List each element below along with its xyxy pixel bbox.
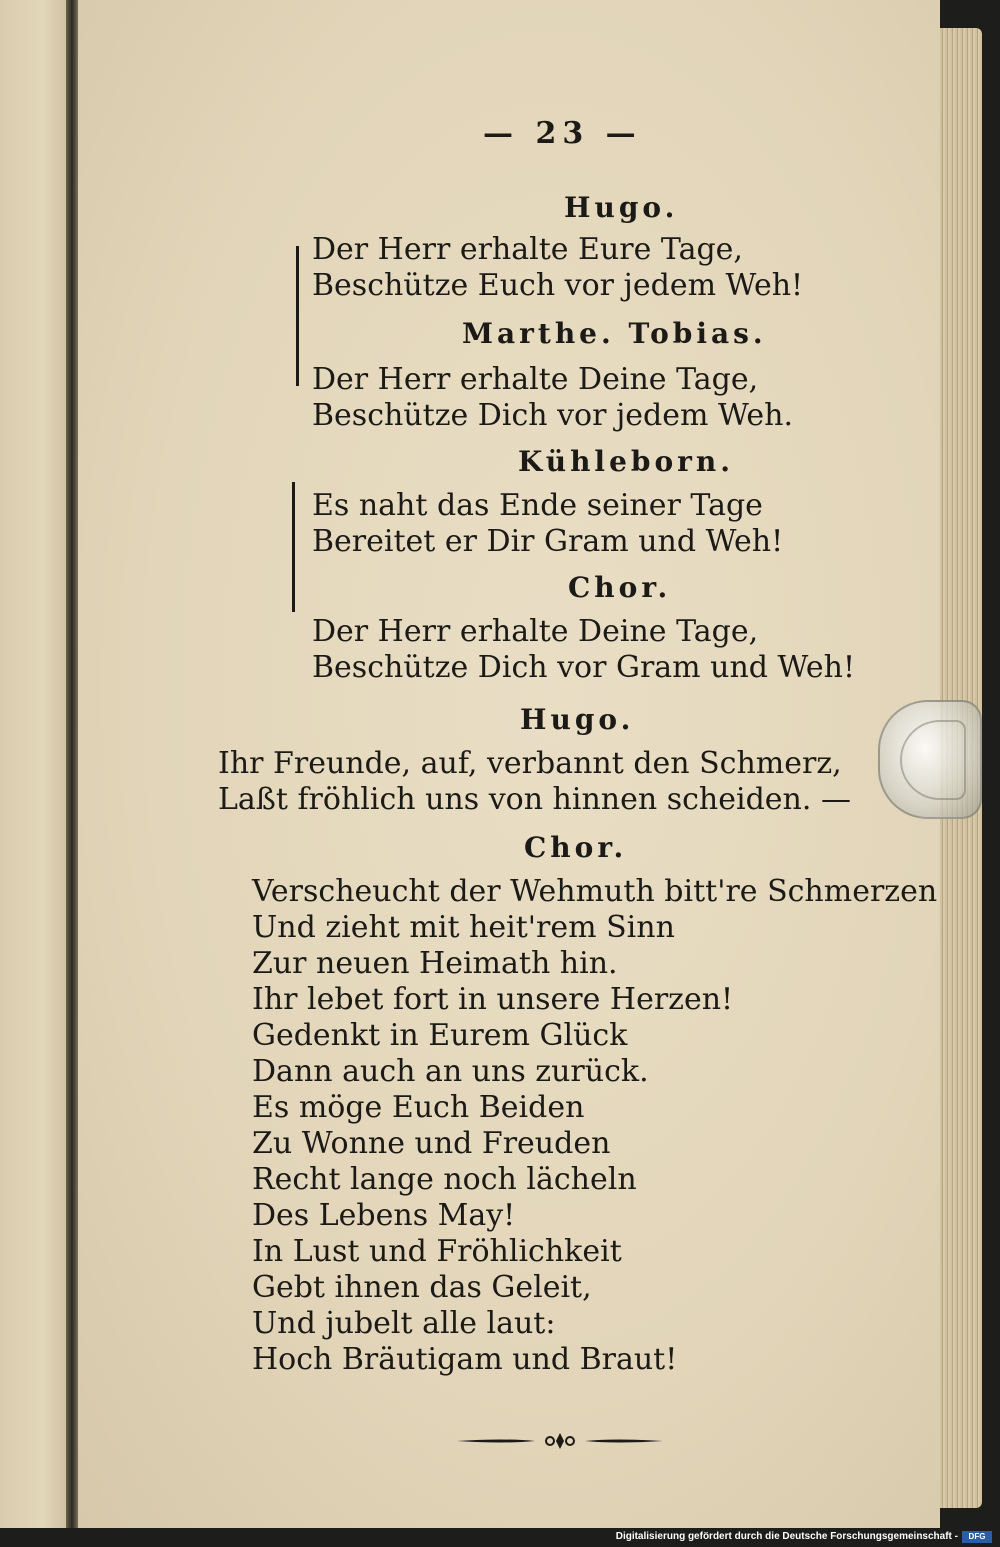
speaker-chor: Chor. bbox=[524, 831, 628, 864]
verse-line: Des Lebens May! bbox=[252, 1198, 516, 1233]
page-clip bbox=[878, 700, 982, 819]
book-gutter bbox=[66, 0, 78, 1528]
verse-line: Der Herr erhalte Eure Tage, bbox=[312, 232, 743, 267]
verse-line: Zu Wonne und Freuden bbox=[252, 1126, 611, 1161]
dfg-logo: DFG bbox=[962, 1531, 992, 1543]
verse-line: In Lust und Fröhlichkeit bbox=[252, 1234, 622, 1269]
page-number: — 23 — bbox=[483, 116, 642, 151]
verse-line: Laßt fröhlich uns von hinnen scheiden. — bbox=[218, 782, 851, 817]
verse-line: Und jubelt alle laut: bbox=[252, 1306, 556, 1341]
verse-line: Es naht das Ende seiner Tage bbox=[312, 488, 763, 523]
brace-mark bbox=[296, 246, 299, 386]
ornament-divider bbox=[455, 1430, 665, 1452]
verse-line: Der Herr erhalte Deine Tage, bbox=[312, 362, 759, 397]
verse-line: Bereitet er Dir Gram und Weh! bbox=[312, 524, 784, 559]
verse-line: Beschütze Euch vor jedem Weh! bbox=[312, 268, 804, 303]
speaker-marthe-tobias: Marthe. Tobias. bbox=[462, 317, 767, 350]
verse-line: Gedenkt in Eurem Glück bbox=[252, 1018, 628, 1053]
digitization-credit: Digitalisierung gefördert durch die Deutsche Forschungsgemeinschaft - bbox=[615, 1531, 958, 1542]
verse-line: Recht lange noch lächeln bbox=[252, 1162, 637, 1197]
verse-line: Der Herr erhalte Deine Tage, bbox=[312, 614, 759, 649]
speaker-kuehleborn: Kühleborn. bbox=[518, 445, 734, 478]
speaker-hugo: Hugo. bbox=[520, 703, 635, 736]
speaker-chor: Chor. bbox=[568, 571, 672, 604]
verse-line: Beschütze Dich vor jedem Weh. bbox=[312, 398, 793, 433]
verse-line: Hoch Bräutigam und Braut! bbox=[252, 1342, 678, 1377]
verse-line: Zur neuen Heimath hin. bbox=[252, 946, 618, 981]
verse-line: Und zieht mit heit'rem Sinn bbox=[252, 910, 675, 945]
brace-mark bbox=[292, 482, 295, 612]
verse-line: Gebt ihnen das Geleit, bbox=[252, 1270, 592, 1305]
verse-line: Ihr Freunde, auf, verbannt den Schmerz, bbox=[218, 746, 842, 781]
verse-line: Verscheucht der Wehmuth bitt're Schmerzen bbox=[252, 874, 938, 909]
verse-line: Es möge Euch Beiden bbox=[252, 1090, 585, 1125]
verse-line: Ihr lebet fort in unsere Herzen! bbox=[252, 982, 734, 1017]
verse-line: Beschütze Dich vor Gram und Weh! bbox=[312, 650, 856, 685]
verse-line: Dann auch an uns zurück. bbox=[252, 1054, 649, 1089]
speaker-hugo: Hugo. bbox=[564, 191, 679, 224]
facing-page bbox=[0, 0, 72, 1528]
